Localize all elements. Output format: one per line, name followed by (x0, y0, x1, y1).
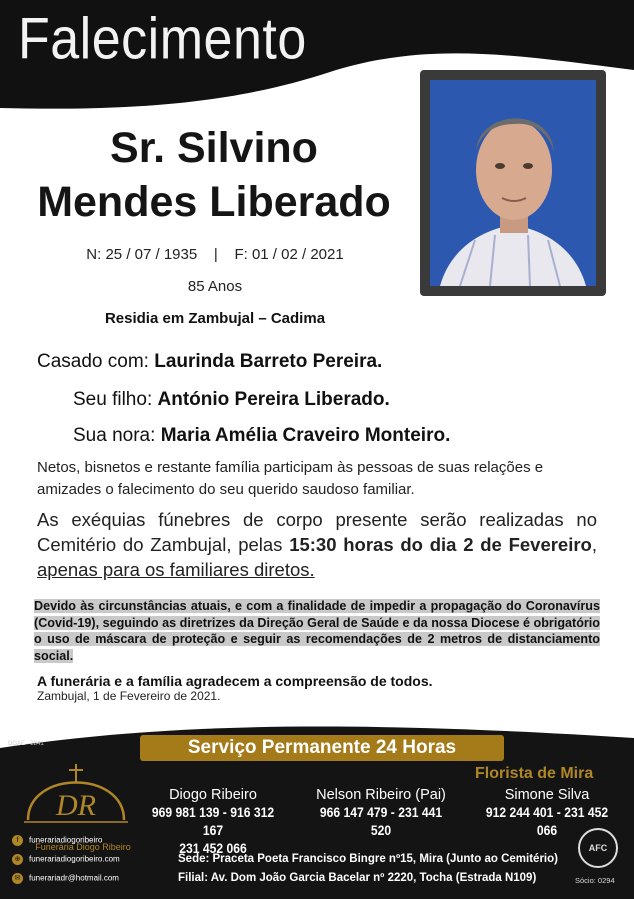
contact-nelson (304, 786, 458, 840)
place-date: Zambujal, 1 de Fevereiro de 2021. (37, 689, 221, 703)
service-banner: Serviço Permanente 24 Horas (140, 735, 504, 761)
covid-notice (34, 598, 600, 664)
birth-death-dates: N: 25 / 07 / 1935 | F: 01 / 02 / 2021 (86, 246, 344, 263)
contact-phones-2: 231 452 066 (179, 841, 247, 856)
age: 85 Anos (187, 278, 243, 295)
spouse-name: Laurinda Barreto Pereira. (154, 351, 383, 372)
funeral-details-comma: , (591, 534, 598, 555)
contact-phones: 969 981 139 - 916 312 167 (151, 805, 275, 838)
son-line (73, 389, 390, 411)
residence: Residia em Zambujal – Cadima (104, 310, 326, 327)
contact-name: Diogo Ribeiro (169, 787, 257, 803)
email-address: funerariadr@hotmail.com (29, 873, 119, 883)
funeral-time: 15:30 horas do dia 2 de Fevereiro (289, 534, 592, 555)
daughter-in-law-line (73, 425, 450, 447)
contact-name: Simone Silva (504, 787, 590, 803)
page-title: Falecimento (18, 7, 307, 73)
website-url: funerariadiogoribeiro.com (29, 854, 120, 864)
daughter-in-law-label: Sua nora: (73, 425, 156, 446)
florista-label: Florista de Mira (475, 765, 594, 782)
portrait-frame (420, 70, 606, 296)
contact-phones: 966 147 479 - 231 441 520 (319, 805, 443, 838)
family-announcement: Netos, bisnetos e restante família participam às pessoas de suas relações e amizades o falecimento do seu querido saudoso familiar. (37, 459, 544, 498)
funeral-details-text: As exéquias fúnebres de corpo presente serão realizadas no Cemitério do Zambujal, pelas (37, 509, 597, 555)
contact-diogo (140, 786, 286, 858)
funeral-home-logo (18, 760, 134, 844)
email-link[interactable] (12, 873, 119, 884)
facebook-icon: f (12, 835, 23, 846)
funeral-details (37, 507, 597, 582)
facebook-link[interactable] (12, 835, 102, 846)
member-number: Sócio: 0294 (575, 876, 615, 885)
envelope-icon: ✉ (12, 873, 23, 884)
son-name: António Pereira Liberado. (157, 389, 390, 410)
website-link[interactable] (12, 854, 120, 865)
covid-notice-text: Devido às circunstâncias atuais, e com a finalidade de impedir a propagação do Coronavírus (Covid-19), seguindo as diretrizes da Direção Geral de Saúde e da nossa Diocese é obrigatório o uso de máscara de proteção e seguir as recomendações de 2 metros de distanciamento social. (34, 599, 600, 663)
contact-name: Nelson Ribeiro (Pai) (316, 787, 446, 803)
address-headquarters: Sede: Praceta Poeta Francisco Bingre nº15, Mira (Junto ao Cemitério) (178, 853, 558, 865)
deceased-name-line2: Mendes Liberado (37, 178, 391, 226)
contact-phones: 912 244 401 - 231 452 066 (485, 805, 609, 838)
spouse-label: Casado com: (37, 351, 149, 372)
afc-logo: AFC (578, 828, 618, 868)
logo-initials: DR (56, 789, 96, 822)
spouse-line (37, 351, 382, 373)
thanks-message: A funerária e a família agradecem a compreensão de todos. (37, 673, 433, 689)
brand-name: Funerária Diogo Ribeiro (35, 842, 131, 852)
son-label: Seu filho: (73, 389, 153, 410)
dgae-code: DGAE - 2841 (8, 741, 44, 747)
daughter-in-law-name: Maria Amélia Craveiro Monteiro. (160, 425, 451, 446)
family-only-note: apenas para os familiares diretos. (37, 559, 315, 580)
address-branch: Filial: Av. Dom João Garcia Bacelar nº 2220, Tocha (Estrada N109) (178, 872, 537, 884)
globe-icon: ⊕ (12, 854, 23, 865)
deceased-name-line1: Sr. Silvino (110, 124, 318, 172)
portrait-photo (430, 80, 596, 286)
facebook-handle: funerariadiogoribeiro (29, 835, 103, 845)
